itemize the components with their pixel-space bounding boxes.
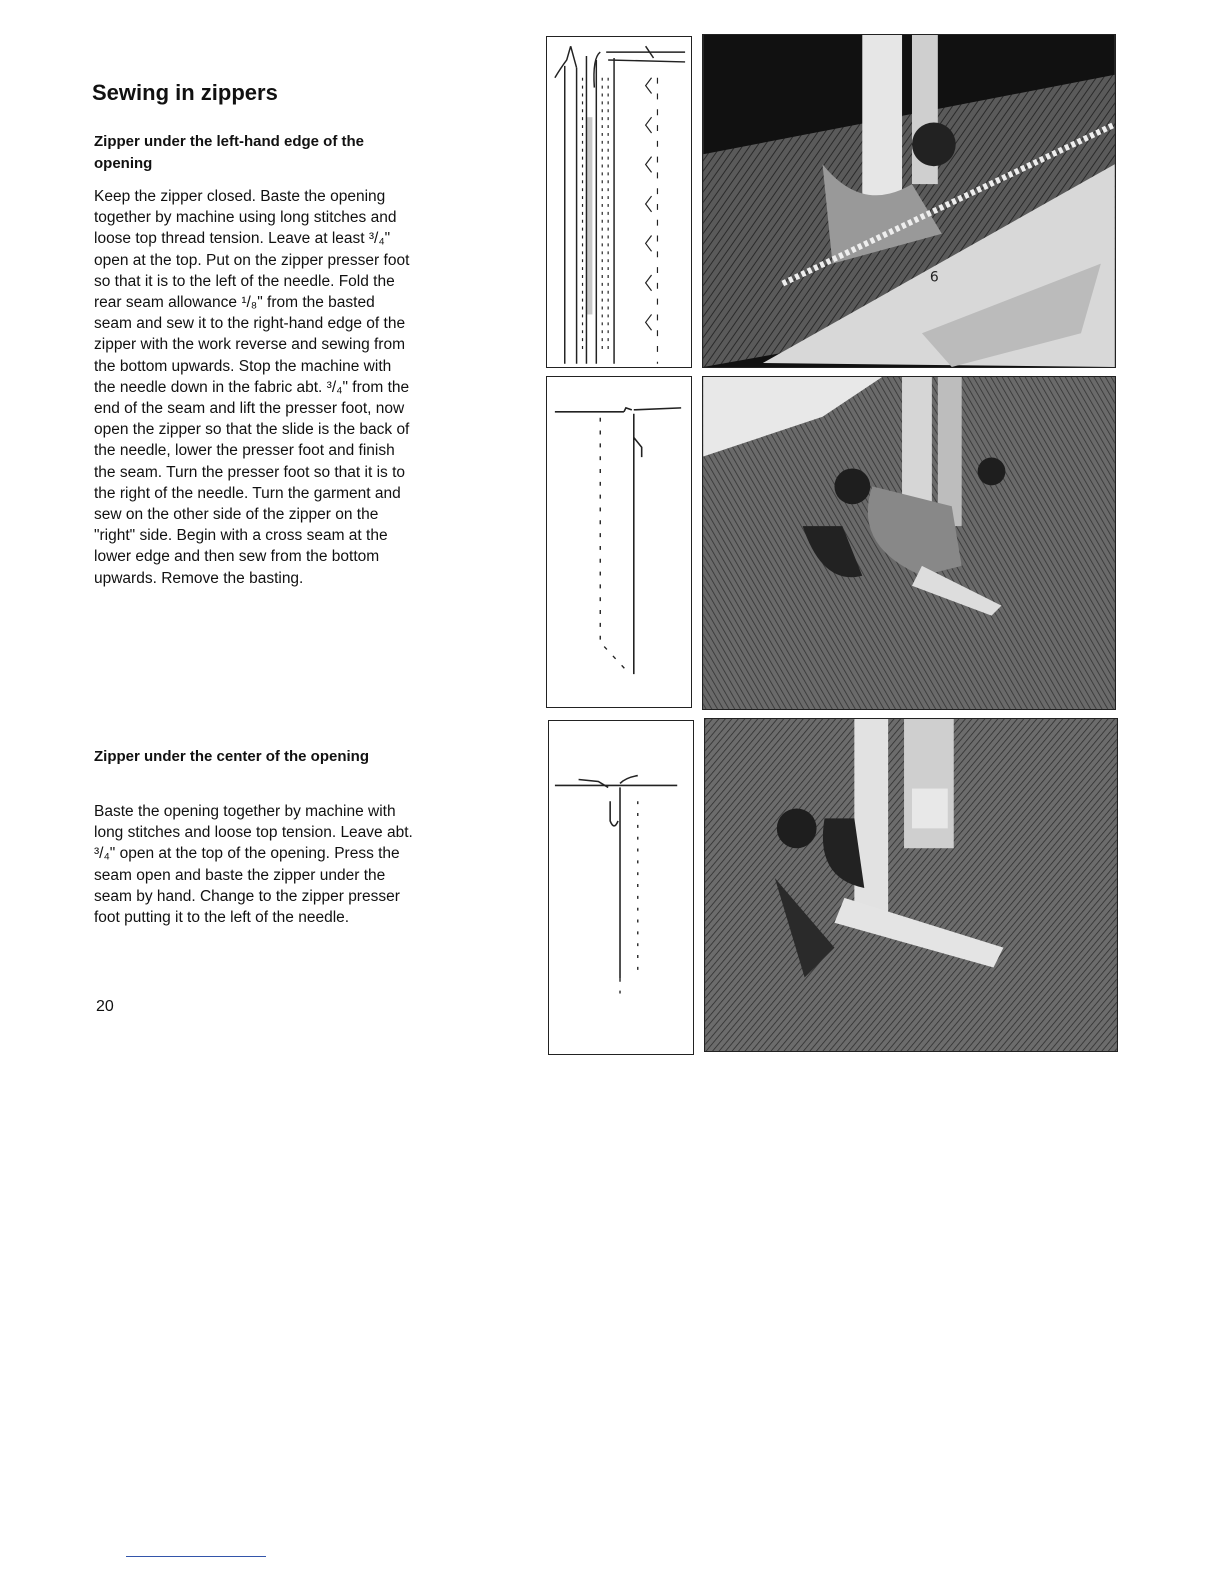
photo-3-illustration	[705, 719, 1117, 1051]
photo-sewing-seam	[702, 376, 1116, 710]
photo-zipper-foot-left	[702, 34, 1116, 368]
section-heading-center: Zipper under the center of the opening	[94, 748, 370, 765]
zipper-diagram-2-svg	[547, 377, 691, 707]
section-body-center: Baste the opening together by machine with long stitches and loose top tension. Leave abt. ³/₄" open at the top of the opening. Press the seam open and baste the zipper under the seam by hand. Change to the zipper presser foot putting it to the left of the needle.	[94, 803, 413, 927]
page-title: Sewing in zippers	[92, 80, 278, 105]
footer-rule	[126, 1556, 266, 1557]
zipper-diagram-3-svg	[549, 721, 693, 1054]
diagram-zipper-left-edge	[546, 36, 692, 368]
zipper-diagram-1-svg	[547, 37, 691, 367]
photo-zipper-center	[704, 718, 1118, 1052]
diagram-zipper-left-edge-2	[546, 376, 692, 708]
section-body-left-edge: Keep the zipper closed. Baste the opening together by machine using long stitches and loose top thread tension. Leave at least ³/₄" open at the top. Put on the zipper presser foot so that it is to the left of the needle. Fold the rear seam allowance ¹/₈" from the basted seam and sew it to the right-hand edge of the zipper with the work reverse and sewing from the bottom upwards. Stop the machine with the needle down in the fabric abt. ³/₄" from the end of the seam and lift the presser foot, now open the zipper so that the slide is the back of the needle, lower the presser foot and finish the seam. Turn the presser foot so that it is to the right of the needle. Turn the garment and sew on the other side of the zipper on the "right" side. Begin with a cross seam at the lower edge and then sew from the bottom upwards. Remove the basting.	[94, 188, 410, 587]
page-number: 20	[96, 998, 114, 1015]
dial-number: 6	[929, 269, 939, 286]
diagram-zipper-center	[548, 720, 694, 1055]
photo-2-illustration	[703, 377, 1115, 709]
photo-1-illustration	[703, 35, 1115, 367]
section-heading-left-edge: Zipper under the left-hand edge of the opening	[94, 133, 364, 172]
